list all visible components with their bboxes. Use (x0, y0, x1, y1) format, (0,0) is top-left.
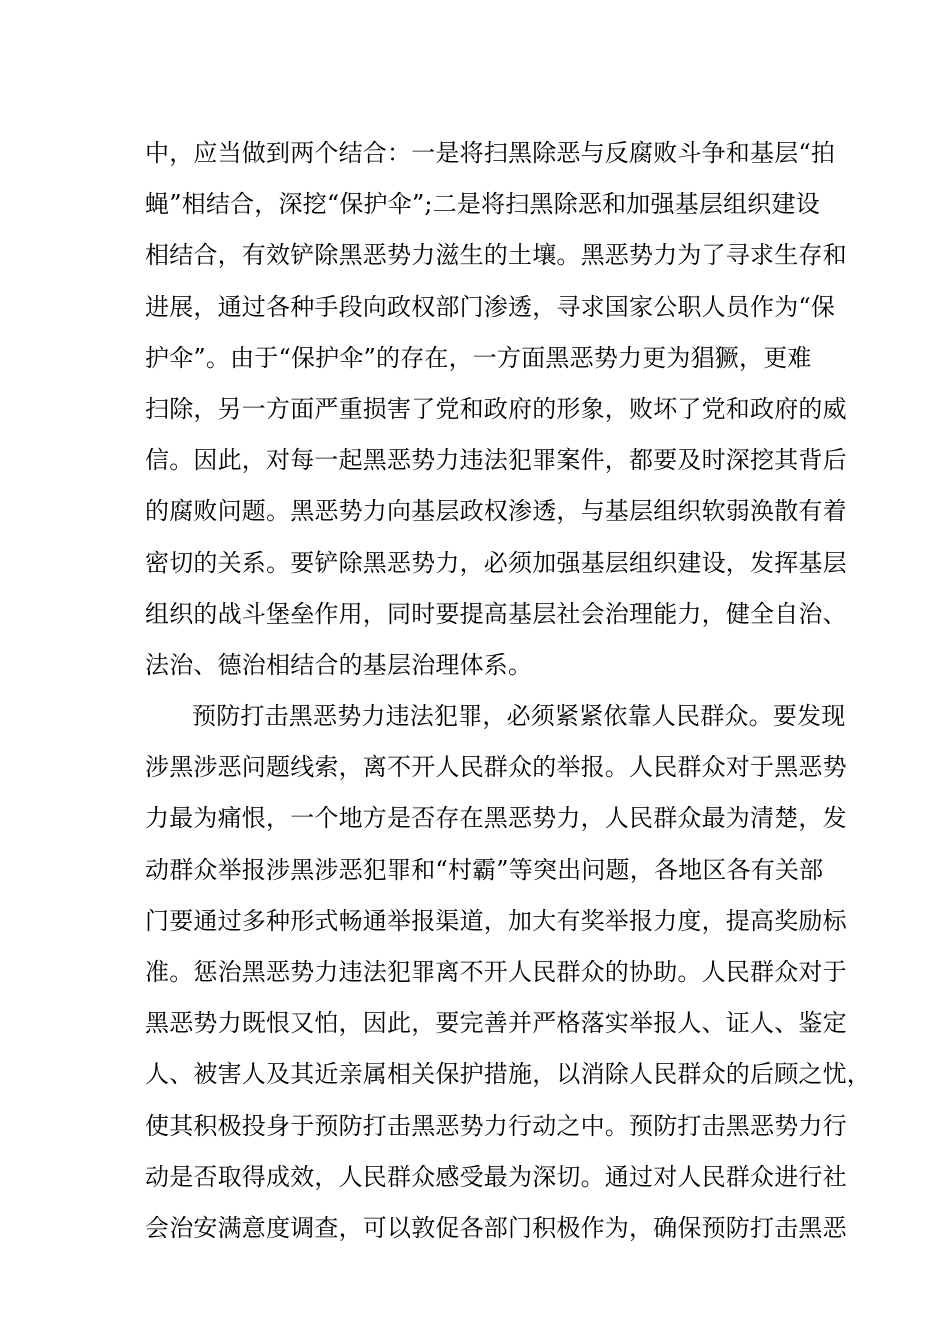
text-line: 信。因此，对每一起黑恶势力违法犯罪案件，都要及时深挖其背后 (145, 446, 847, 475)
text-line: 准。惩治黑恶势力违法犯罪离不开人民群众的协助。人民群众对于 (145, 958, 847, 986)
text-line: 进展，通过各种手段向政权部门渗透，寻求国家公职人员作为“保 (145, 292, 836, 321)
text-line: 的腐败问题。黑恶势力向基层政权渗透，与基层组织软弱涣散有着 (145, 497, 847, 526)
text-line: 动群众举报涉黑涉恶犯罪和“村霸”等突出问题，各地区各有关部 (145, 855, 824, 884)
text-line: 相结合，有效铲除黑恶势力滋生的土壤。黑恶势力为了寻求生存和 (145, 241, 847, 270)
text-line: 黑恶势力既恨又怕，因此，要完善并严格落实举报人、证人、鉴定 (145, 1009, 847, 1038)
text-line: 涉黑涉恶问题线索，离不开人民群众的举报。人民群众对于黑恶势 (145, 753, 847, 782)
text-line: 组织的战斗堡垒作用，同时要提高基层社会治理能力，健全自治、 (145, 599, 847, 628)
text-line: 法治、德治相结合的基层治理体系。 (145, 650, 533, 679)
text-line: 扫除，另一方面严重损害了党和政府的形象，败坏了党和政府的威 (145, 394, 847, 423)
text-line: 蝇”相结合，深挖“保护伞”;二是将扫黑除恶和加强基层组织建设 (145, 190, 820, 219)
text-line: 密切的关系。要铲除黑恶势力，必须加强基层组织建设，发挥基层 (145, 548, 847, 577)
text-line: 中，应当做到两个结合：一是将扫黑除恶与反腐败斗争和基层“拍 (145, 139, 836, 167)
body-text (145, 128, 871, 1254)
text-line: 人、被害人及其近亲属相关保护措施，以消除人民群众的后顾之忧， (145, 1060, 871, 1089)
paragraph-start-line: 预防打击黑恶势力违法犯罪，必须紧紧依靠人民群众。要发现 (192, 702, 846, 731)
text-line: 使其积极投身于预防打击黑恶势力行动之中。预防打击黑恶势力行 (145, 1111, 847, 1140)
text-line: 动是否取得成效，人民群众感受最为深切。通过对人民群众进行社 (145, 1162, 847, 1191)
text-line: 力最为痛恨，一个地方是否存在黑恶势力，人民群众最为清楚，发 (145, 804, 847, 833)
text-line: 护伞”。由于“保护伞”的存在，一方面黑恶势力更为猖獗，更难 (145, 343, 812, 372)
text-line: 会治安满意度调查，可以敦促各部门积极作为，确保预防打击黑恶 (145, 1213, 847, 1242)
text-line: 门要通过多种形式畅通举报渠道，加大有奖举报力度，提高奖励标 (145, 906, 847, 935)
